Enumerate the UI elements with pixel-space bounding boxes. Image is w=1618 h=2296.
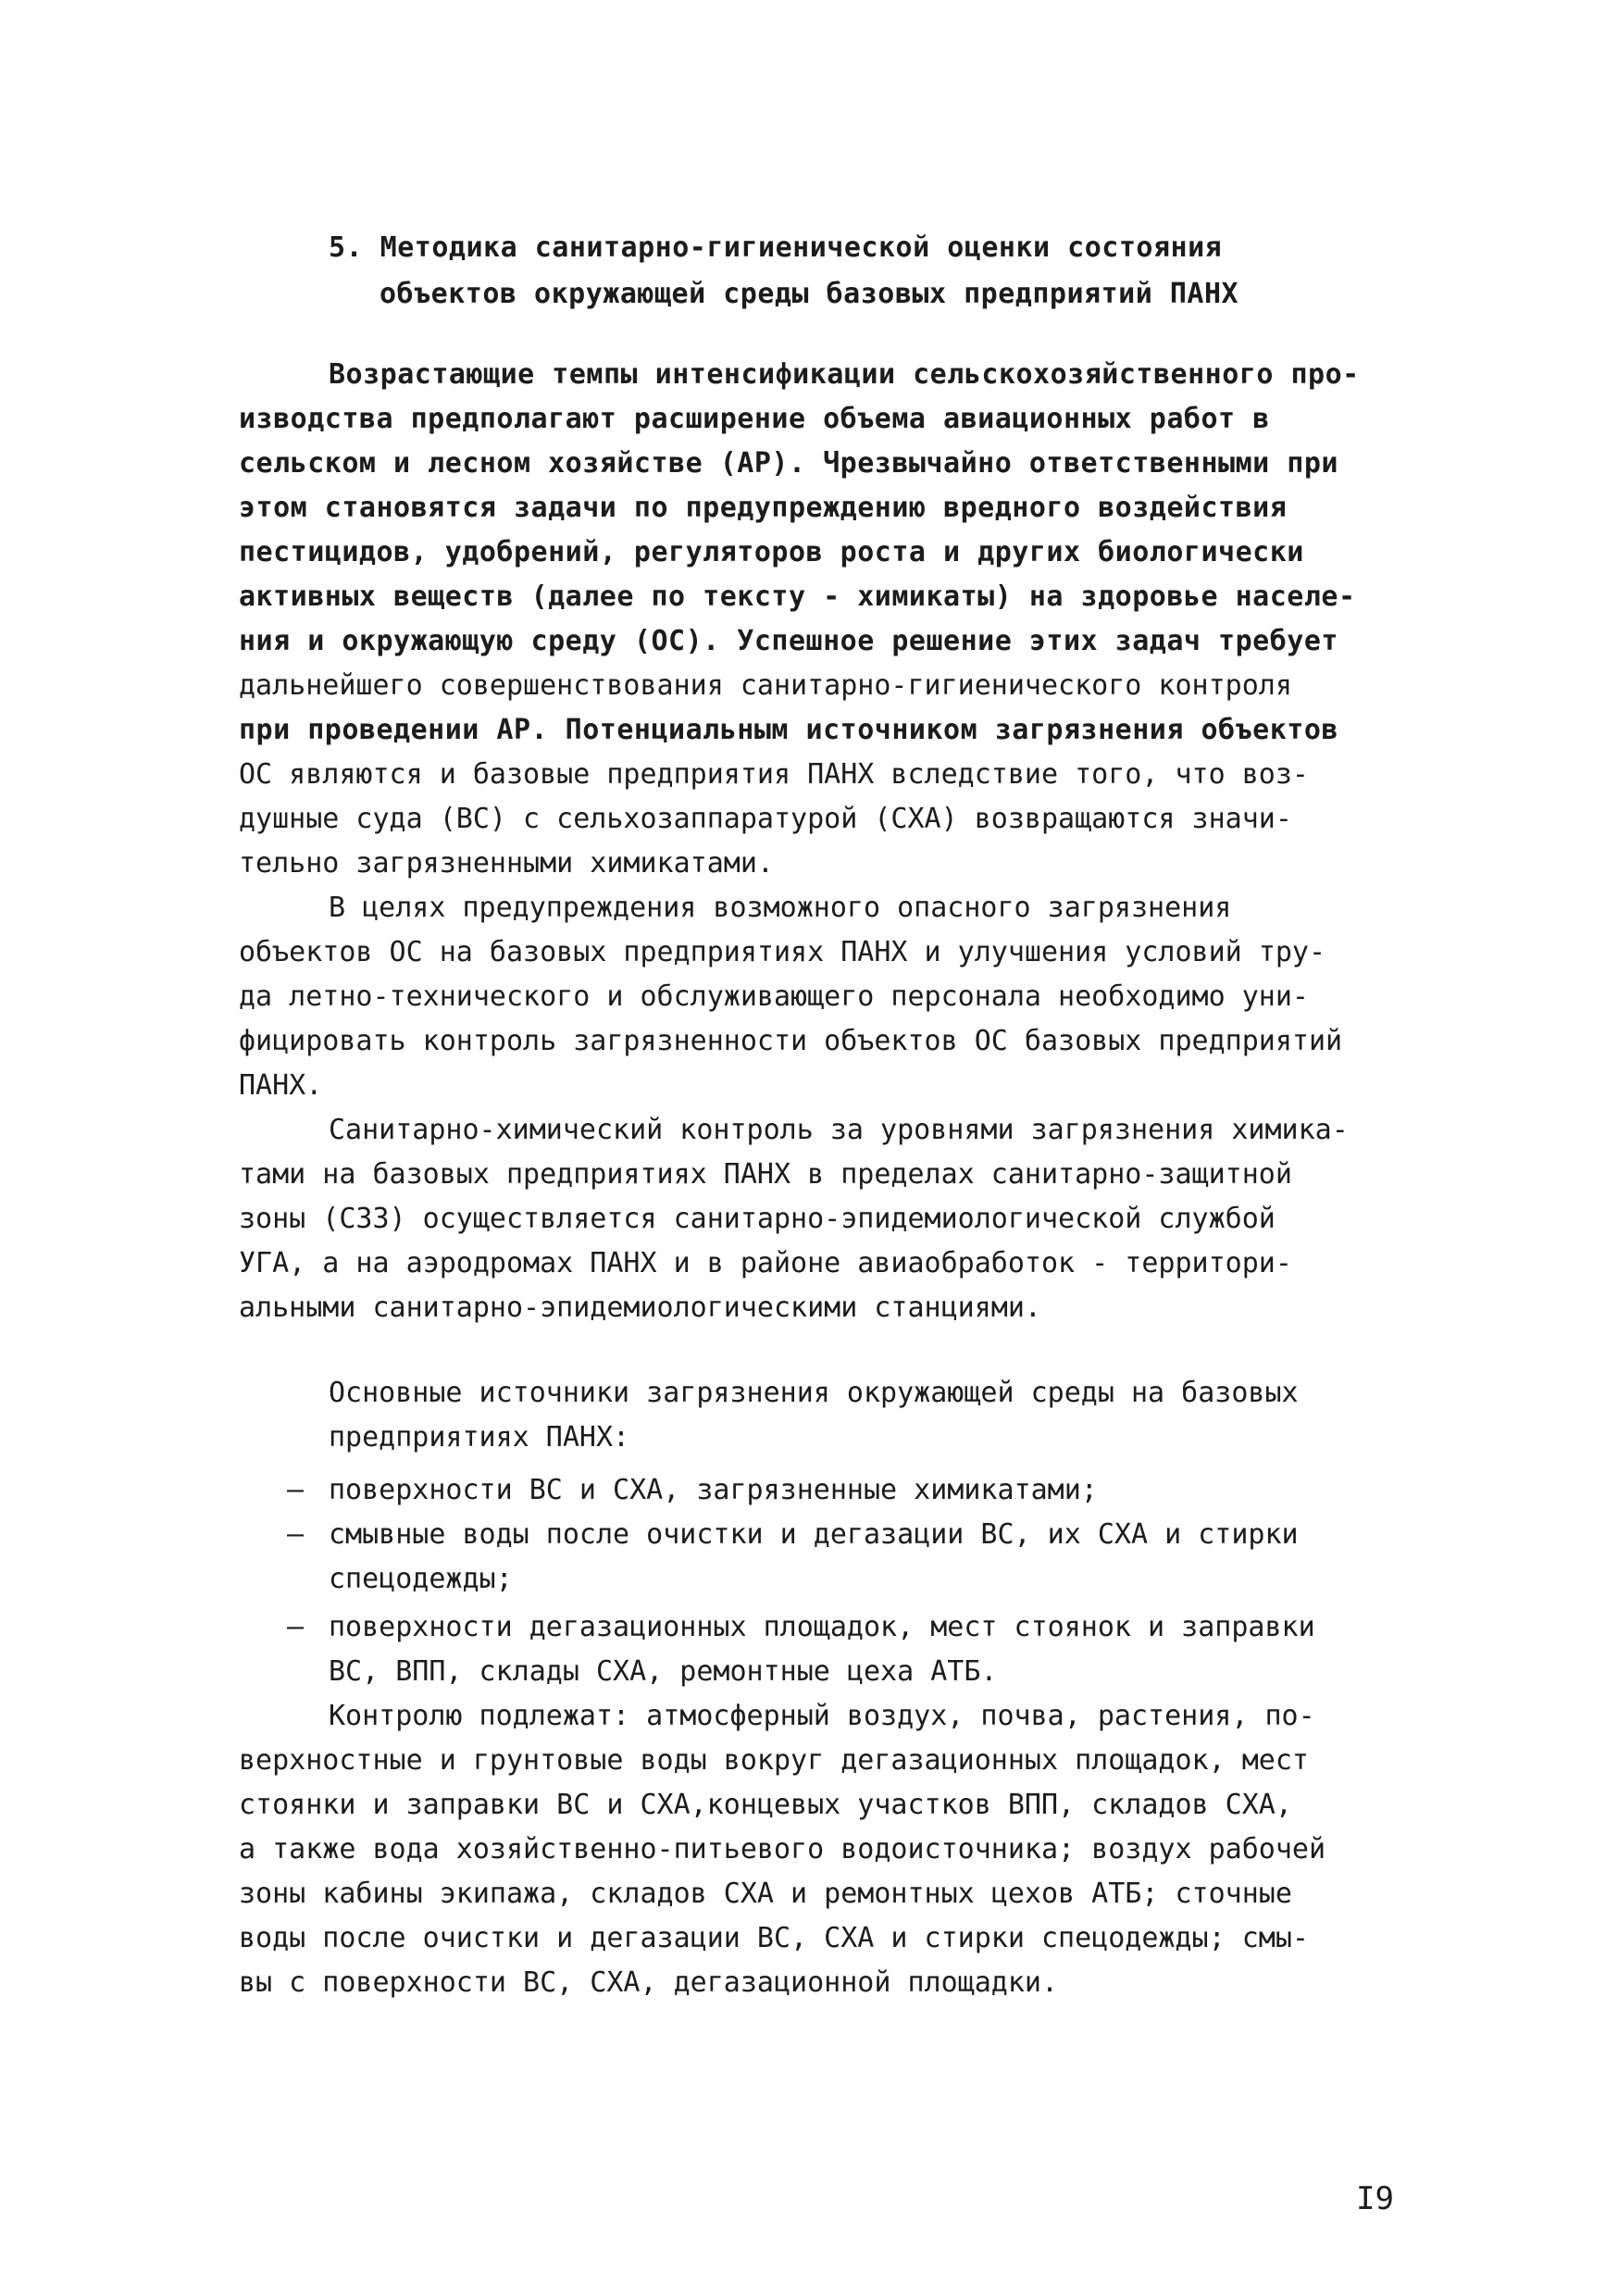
dash-bullet: — [287,1518,305,1551]
list-item-text: смывные воды после очистки и дегазации ВС, их СХА и стирки [329,1518,1299,1551]
list-item-text: спецодежды; [329,1563,513,1595]
paragraph-line: зоны кабины экипажа, складов СХА и ремонтных цехов АТБ; сточные [239,1878,1292,1910]
paragraph-line: ПАНХ. [239,1069,323,1102]
paragraph-line: активных веществ (далее по тексту - химикаты) на здоровье населе- [239,580,1356,613]
paragraph-line: ОС являются и базовые предприятия ПАНХ вследствие того, что воз- [239,758,1309,791]
paragraph-line: ния и окружающую среду (ОС). Успешное решение этих задач требует [239,625,1338,657]
section-heading-line-2: объектов окружающей среды базовых предприятий ПАНХ [380,278,1239,310]
paragraph-line: при проведении АР. Потенциальным источником загрязнения объектов [239,714,1338,746]
paragraph-line: объектов ОС на базовых предприятиях ПАНХ и улучшения условий тру- [239,936,1326,968]
dash-bullet: — [287,1474,305,1506]
sources-intro-line: предприятиях ПАНХ: [329,1421,630,1454]
paragraph-line: изводства предполагают расширение объема авиационных работ в [239,403,1270,435]
section-heading-line-1: 5. Методика санитарно-гигиенической оценки состояния [329,231,1223,264]
paragraph-line: зоны (СЗЗ) осуществляется санитарно-эпидемиологической службой [239,1203,1276,1235]
page-number: I9 [1356,2180,1394,2217]
paragraph-line: этом становятся задачи по предупреждению вредного воздействия [239,492,1288,524]
paragraph-line: Контролю подлежат: атмосферный воздух, почва, растения, по- [329,1700,1315,1732]
paragraph-line: Санитарно-химический контроль за уровнями загрязнения химика- [329,1114,1349,1146]
sources-intro-line: Основные источники загрязнения окружающей среды на базовых [329,1377,1299,1409]
paragraph-line: да летно-технического и обслуживающего персонала необходимо уни- [239,980,1309,1013]
paragraph-line: альными санитарно-эпидемиологическими станциями. [239,1292,1041,1324]
paragraph-line: стоянки и заправки ВС и СХА,концевых участков ВПП, складов СХА, [239,1789,1292,1821]
paragraph-line: сельском и лесном хозяйстве (АР). Чрезвычайно ответственными при [239,447,1338,480]
list-item-text: поверхности дегазационных площадок, мест стоянок и заправки [329,1611,1315,1643]
paragraph-line: вы с поверхности ВС, СХА, дегазационной площадки. [239,1966,1059,1999]
paragraph-line: В целях предупреждения возможного опасного загрязнения [329,892,1232,924]
paragraph-line: УГА, а на аэродромах ПАНХ и в районе авиаобработок - территори- [239,1247,1292,1279]
paragraph-line: тельно загрязненными химикатами. [239,847,774,880]
paragraph-line: тами на базовых предприятиях ПАНХ в пределах санитарно-защитной [239,1158,1292,1191]
paragraph-line: верхностные и грунтовые воды вокруг дегазационных площадок, мест [239,1744,1309,1777]
paragraph-line: Возрастающие темпы интенсификации сельскохозяйственного про- [329,358,1360,391]
paragraph-line: душные суда (ВС) с сельхозаппаратурой (СХА) возвращаются значи- [239,803,1292,835]
list-item-text: ВС, ВПП, склады СХА, ремонтные цеха АТБ. [329,1655,998,1688]
paragraph-line: дальнейшего совершенствования санитарно-гигиенического контроля [239,669,1292,702]
paragraph-line: пестицидов, удобрений, регуляторов роста и других биологически [239,536,1304,568]
paragraph-line: а также вода хозяйственно-питьевого водоисточника; воздух рабочей [239,1833,1326,1866]
list-item-text: поверхности ВС и СХА, загрязненные химикатами; [329,1474,1098,1506]
paragraph-line: фицировать контроль загрязненности объектов ОС базовых предприятий [239,1025,1343,1057]
paragraph-line: воды после очистки и дегазации ВС, СХА и стирки спецодежды; смы- [239,1922,1309,1954]
dash-bullet: — [287,1611,305,1643]
